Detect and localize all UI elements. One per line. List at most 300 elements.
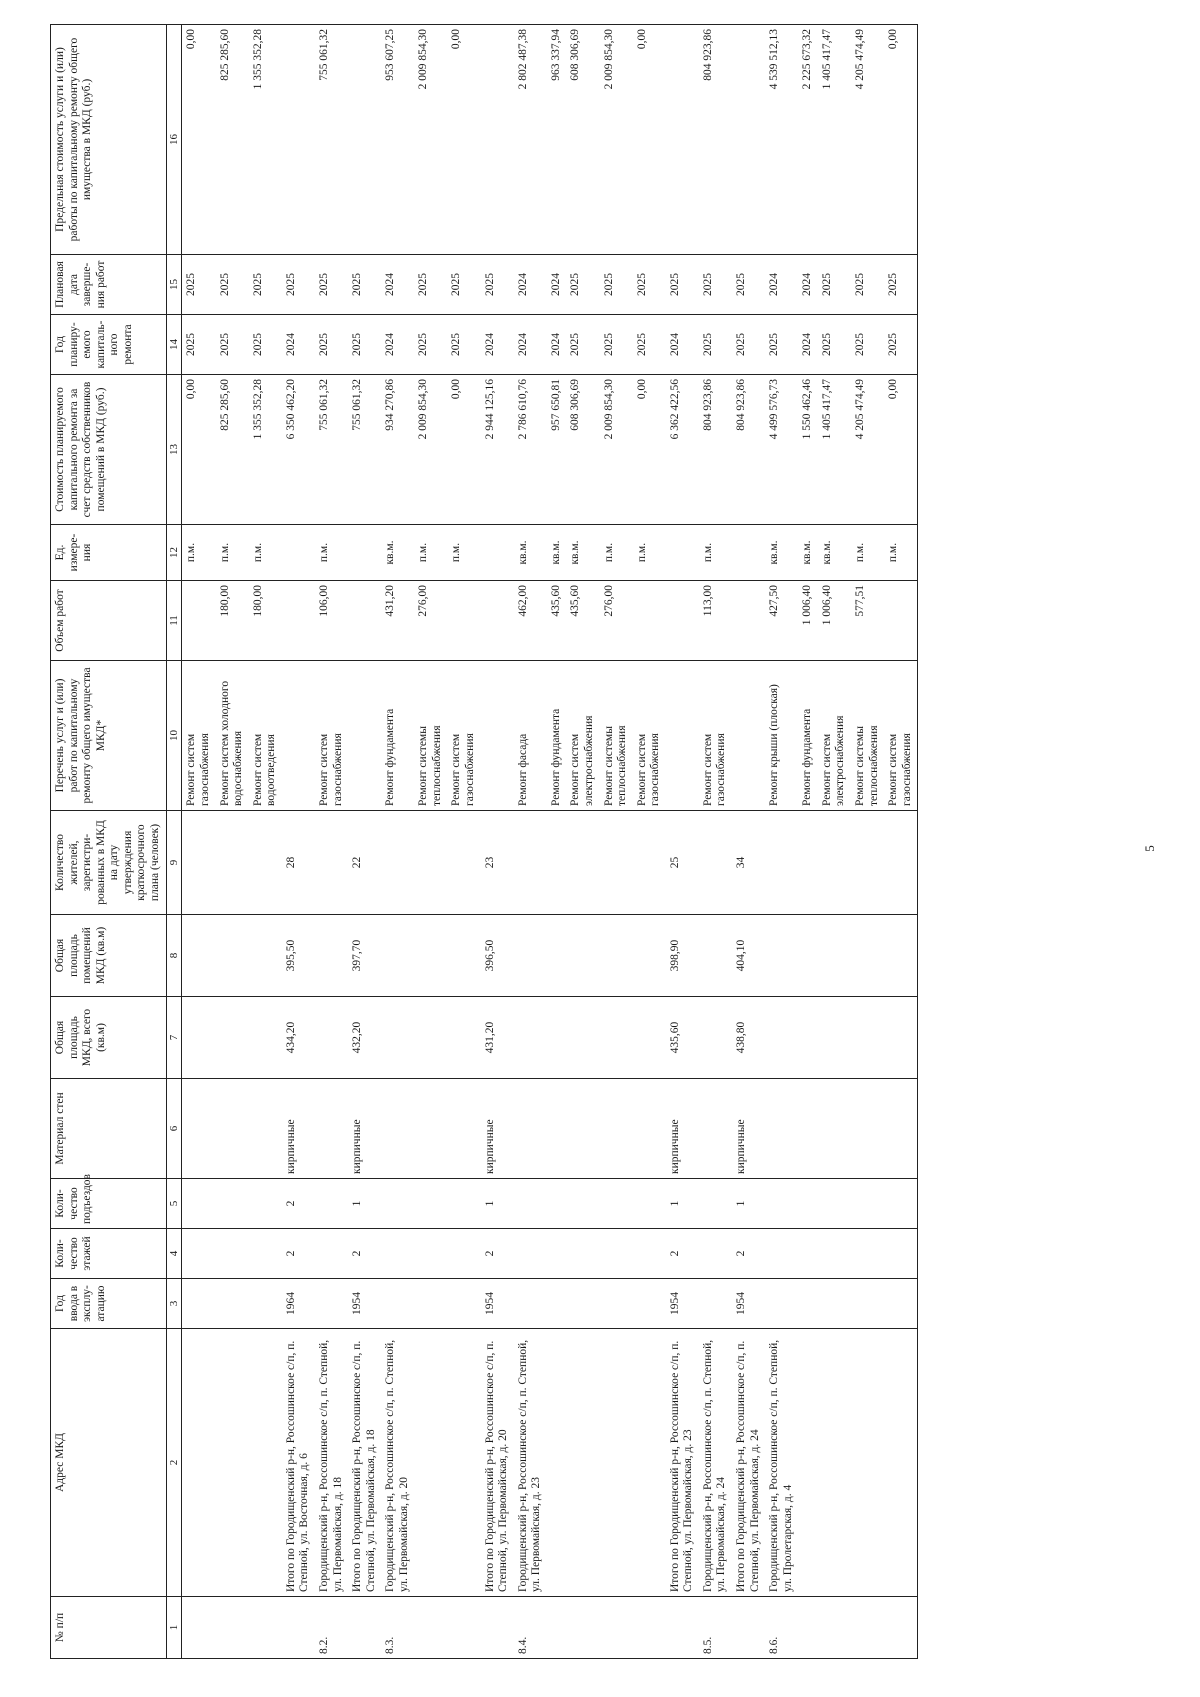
- table-cell: [381, 997, 414, 1079]
- table-cell: [481, 1597, 514, 1659]
- table-cell: кирпичные: [348, 1079, 381, 1179]
- table-cell: [633, 1597, 666, 1659]
- table-cell: Ремонт систем газоснабжения: [633, 661, 666, 811]
- table-cell: [633, 581, 666, 661]
- table-cell: [414, 1079, 447, 1179]
- table-cell: кв.м.: [381, 525, 414, 581]
- capital-repair-table: [50, 24, 918, 1659]
- table-cell: Ремонт фундамента: [547, 661, 567, 811]
- table-cell: [600, 1179, 633, 1229]
- table-cell: [765, 811, 798, 915]
- table-cell: [818, 997, 851, 1079]
- table-cell: [182, 1179, 216, 1229]
- table-cell: Ремонт систем холодного водоснабжения: [216, 661, 249, 811]
- table-cell: 2024: [481, 315, 514, 375]
- table-cell: [216, 1179, 249, 1229]
- table-cell: [765, 915, 798, 997]
- table-cell: [381, 1279, 414, 1329]
- table-cell: 804 923,86: [699, 375, 732, 525]
- table-cell: [447, 1229, 480, 1279]
- table-cell: 404,10: [732, 915, 765, 997]
- table-cell: [851, 1229, 884, 1279]
- table-cell: [447, 915, 480, 997]
- table-cell: [182, 1329, 216, 1597]
- table-cell: [249, 997, 282, 1079]
- table-cell: [633, 811, 666, 915]
- table-cell: [282, 525, 315, 581]
- table-cell: Ремонт фундамента: [381, 661, 414, 811]
- table-cell: [182, 1079, 216, 1179]
- header-cell: Адрес МКД: [51, 1329, 167, 1597]
- table-cell: 0,00: [884, 25, 918, 255]
- table-cell: 804 923,86: [732, 375, 765, 525]
- table-cell: [348, 1597, 381, 1659]
- table-cell: 2025: [633, 315, 666, 375]
- table-cell: [414, 1229, 447, 1279]
- table-cell: Ремонт фасада: [514, 661, 547, 811]
- table-cell: Ремонт систем газоснабжения: [699, 661, 732, 811]
- table-cell: 2: [348, 1229, 381, 1279]
- table-cell: [566, 915, 599, 997]
- table-cell: [633, 1229, 666, 1279]
- table-cell: 825 285,60: [216, 375, 249, 525]
- table-cell: Итого по Городищенский р-н, Россошинское с/п, п. Степной, ул. Первомайская, д. 20: [481, 1329, 514, 1597]
- table-row: [315, 25, 348, 1659]
- table-cell: кирпичные: [732, 1079, 765, 1179]
- table-cell: [884, 1079, 918, 1179]
- table-cell: п.м.: [249, 525, 282, 581]
- table-cell: [798, 1079, 818, 1179]
- table-cell: [547, 915, 567, 997]
- table-cell: Ремонт системы теплоснабжения: [851, 661, 884, 811]
- table-cell: [481, 525, 514, 581]
- table-cell: [481, 581, 514, 661]
- table-row: [414, 25, 447, 1659]
- table-cell: п.м.: [182, 525, 216, 581]
- table-cell: 804 923,86: [699, 25, 732, 255]
- table-cell: 2025: [447, 255, 480, 315]
- table-cell: [600, 1229, 633, 1279]
- table-cell: 431,20: [481, 997, 514, 1079]
- table-cell: [481, 661, 514, 811]
- table-cell: 2 802 487,38: [514, 25, 547, 255]
- table-cell: [381, 811, 414, 915]
- table-cell: [249, 1279, 282, 1329]
- table-cell: [182, 997, 216, 1079]
- table-cell: 22: [348, 811, 381, 915]
- table-cell: п.м.: [699, 525, 732, 581]
- table-cell: 2025: [216, 315, 249, 375]
- table-cell: [765, 1229, 798, 1279]
- table-cell: [447, 811, 480, 915]
- column-number: 6: [166, 1079, 182, 1179]
- table-cell: 0,00: [447, 375, 480, 525]
- table-cell: [884, 1279, 918, 1329]
- column-number: 9: [166, 811, 182, 915]
- table-cell: 435,60: [547, 581, 567, 661]
- table-cell: 2025: [414, 315, 447, 375]
- table-cell: [182, 1279, 216, 1329]
- table-cell: [600, 1329, 633, 1597]
- table-cell: 2025: [818, 255, 851, 315]
- table-cell: [514, 811, 547, 915]
- table-cell: 2025: [414, 255, 447, 315]
- table-cell: 2: [282, 1179, 315, 1229]
- table-row: [600, 25, 633, 1659]
- table-cell: [765, 1279, 798, 1329]
- table-cell: 1 355 352,28: [249, 25, 282, 255]
- table-cell: [765, 997, 798, 1079]
- table-cell: [666, 581, 699, 661]
- table-cell: 2025: [732, 315, 765, 375]
- table-row: [249, 25, 282, 1659]
- table-cell: Ремонт системы теплоснабжения: [414, 661, 447, 811]
- header-cell: Объем работ: [51, 581, 167, 661]
- table-cell: 2025: [182, 315, 216, 375]
- table-cell: [798, 811, 818, 915]
- table-cell: 23: [481, 811, 514, 915]
- table-cell: 1954: [481, 1279, 514, 1329]
- table-cell: [348, 661, 381, 811]
- table-cell: [249, 1329, 282, 1597]
- table-cell: [182, 1597, 216, 1659]
- table-cell: [414, 811, 447, 915]
- table-row: [851, 25, 884, 1659]
- table-cell: 934 270,86: [381, 375, 414, 525]
- table-cell: [633, 1329, 666, 1597]
- column-number: 15: [166, 255, 182, 315]
- table-cell: 2: [666, 1229, 699, 1279]
- table-cell: [282, 581, 315, 661]
- table-cell: 2025: [699, 315, 732, 375]
- table-cell: 2025: [249, 255, 282, 315]
- table-cell: 2024: [798, 255, 818, 315]
- header-cell: № п/п: [51, 1597, 167, 1659]
- table-cell: 2024: [381, 255, 414, 315]
- table-cell: Итого по Городищенский р-н, Россошинское с/п, п. Степной, ул. Первомайская, д. 24: [732, 1329, 765, 1597]
- table-cell: [851, 915, 884, 997]
- table-cell: 8.4.: [514, 1597, 547, 1659]
- table-cell: [348, 25, 381, 255]
- table-cell: [884, 811, 918, 915]
- table-cell: [182, 915, 216, 997]
- table-cell: 2025: [818, 315, 851, 375]
- table-cell: 1954: [348, 1279, 381, 1329]
- table-cell: 4 499 576,73: [765, 375, 798, 525]
- table-cell: 2025: [732, 255, 765, 315]
- table-cell: [818, 915, 851, 997]
- table-cell: [182, 811, 216, 915]
- table-cell: [348, 525, 381, 581]
- table-cell: кв.м.: [566, 525, 599, 581]
- table-cell: 2025: [851, 315, 884, 375]
- column-number: 16: [166, 25, 182, 255]
- table-cell: [182, 1229, 216, 1279]
- table-row: [798, 25, 818, 1659]
- table-row: [348, 25, 381, 1659]
- table-cell: [414, 1329, 447, 1597]
- table-cell: [414, 1279, 447, 1329]
- table-cell: [282, 661, 315, 811]
- table-cell: [547, 1229, 567, 1279]
- table-cell: 2024: [514, 315, 547, 375]
- table-cell: 2025: [182, 255, 216, 315]
- table-cell: 2025: [765, 315, 798, 375]
- table-row: [282, 25, 315, 1659]
- table-cell: [732, 661, 765, 811]
- table-cell: [315, 811, 348, 915]
- table-cell: 2: [282, 1229, 315, 1279]
- table-cell: [884, 1597, 918, 1659]
- table-cell: Ремонт систем водоотведения: [249, 661, 282, 811]
- table-cell: [216, 1597, 249, 1659]
- table-cell: Городищенский р-н, Россошинское с/п, п. Степной, ул. Пролетарская, д. 4: [765, 1329, 798, 1597]
- table-cell: 4 205 474,49: [851, 25, 884, 255]
- table-cell: [566, 1597, 599, 1659]
- table-cell: [547, 1079, 567, 1179]
- table-cell: 113,00: [699, 581, 732, 661]
- table-cell: [600, 811, 633, 915]
- table-row: [732, 25, 765, 1659]
- table-cell: Итого по Городищенский р-н, Россошинское с/п, п. Степной, ул. Первомайская, д. 18: [348, 1329, 381, 1597]
- table-cell: [818, 811, 851, 915]
- table-cell: [851, 1179, 884, 1229]
- table-cell: [798, 1229, 818, 1279]
- table-cell: [566, 1179, 599, 1229]
- header-cell: Год планиру-емого капиталь-ного ремонта: [51, 315, 167, 375]
- table-cell: [765, 1179, 798, 1229]
- table-cell: 438,80: [732, 997, 765, 1079]
- table-row: [481, 25, 514, 1659]
- table-cell: [798, 1179, 818, 1229]
- table-cell: 2: [481, 1229, 514, 1279]
- table-cell: п.м.: [884, 525, 918, 581]
- table-cell: 28: [282, 811, 315, 915]
- table-cell: [818, 1279, 851, 1329]
- table-cell: [566, 811, 599, 915]
- table-row: [447, 25, 480, 1659]
- table-row: [884, 25, 918, 1659]
- table-cell: 2 944 125,16: [481, 375, 514, 525]
- column-number-row: [166, 25, 182, 1659]
- table-cell: [315, 1079, 348, 1179]
- table-cell: 8.2.: [315, 1597, 348, 1659]
- table-cell: [447, 1079, 480, 1179]
- table-cell: [851, 1079, 884, 1179]
- table-cell: 2025: [315, 315, 348, 375]
- table-cell: 0,00: [633, 25, 666, 255]
- table-cell: 2025: [481, 255, 514, 315]
- table-row: [216, 25, 249, 1659]
- column-number: 11: [166, 581, 182, 661]
- table-cell: [851, 811, 884, 915]
- table-cell: 577,51: [851, 581, 884, 661]
- column-number: 7: [166, 997, 182, 1079]
- table-cell: Ремонт систем газоснабжения: [182, 661, 216, 811]
- table-cell: [600, 997, 633, 1079]
- header-cell: Предельная стоимость услуги и (или) работы по капитальному ремонту общего имущества в МКД (руб.): [51, 25, 167, 255]
- table-cell: 2024: [514, 255, 547, 315]
- table-cell: 2024: [547, 255, 567, 315]
- table-cell: [732, 1597, 765, 1659]
- table-cell: 6 362 422,56: [666, 375, 699, 525]
- table-cell: [798, 1329, 818, 1597]
- column-number: 10: [166, 661, 182, 811]
- table-cell: 4 539 512,13: [765, 25, 798, 255]
- table-cell: [381, 1179, 414, 1229]
- table-cell: п.м.: [851, 525, 884, 581]
- column-number: 1: [166, 1597, 182, 1659]
- table-cell: 2025: [884, 315, 918, 375]
- table-cell: 1 006,40: [798, 581, 818, 661]
- table-cell: 2025: [699, 255, 732, 315]
- table-cell: [315, 915, 348, 997]
- table-cell: кирпичные: [481, 1079, 514, 1179]
- table-cell: 1: [348, 1179, 381, 1229]
- table-cell: [600, 915, 633, 997]
- page-number: 5: [1142, 845, 1157, 852]
- column-number: 5: [166, 1179, 182, 1229]
- table-cell: Ремонт систем электроснабжения: [818, 661, 851, 811]
- table-cell: 1954: [666, 1279, 699, 1329]
- table-cell: кв.м.: [514, 525, 547, 581]
- table-row: [547, 25, 567, 1659]
- table-cell: 755 061,32: [348, 375, 381, 525]
- table-cell: 2 786 610,76: [514, 375, 547, 525]
- table-cell: [732, 525, 765, 581]
- header-cell: Перечень услуг и (или) работ по капитальному ремонту общего имущества МКД*: [51, 661, 167, 811]
- table-cell: 755 061,32: [315, 25, 348, 255]
- table-cell: [216, 1279, 249, 1329]
- table-cell: [414, 915, 447, 997]
- table-cell: [182, 581, 216, 661]
- table-cell: [798, 1597, 818, 1659]
- table-row: [666, 25, 699, 1659]
- table-cell: [514, 1179, 547, 1229]
- table-cell: 608 306,69: [566, 375, 599, 525]
- table-cell: Городищенский р-н, Россошинское с/п, п. Степной, ул. Первомайская, д. 24: [699, 1329, 732, 1597]
- table-cell: 2025: [566, 255, 599, 315]
- table-cell: [381, 1229, 414, 1279]
- table-cell: 1: [481, 1179, 514, 1229]
- table-body: [182, 25, 918, 1659]
- table-cell: [765, 1079, 798, 1179]
- table-cell: 2 009 854,30: [414, 375, 447, 525]
- header-cell: Общая площадь помещений МКД (кв.м): [51, 915, 167, 997]
- table-cell: [566, 997, 599, 1079]
- table-cell: [884, 1179, 918, 1229]
- table-cell: [884, 915, 918, 997]
- table-cell: Городищенский р-н, Россошинское с/п, п. Степной, ул. Первомайская, д. 23: [514, 1329, 547, 1597]
- table-cell: [566, 1229, 599, 1279]
- header-row: [51, 25, 167, 1659]
- table-cell: 2 009 854,30: [600, 25, 633, 255]
- table-cell: [547, 1279, 567, 1329]
- table-cell: [699, 811, 732, 915]
- table-cell: [884, 1329, 918, 1597]
- table-row: [566, 25, 599, 1659]
- table-cell: [514, 1229, 547, 1279]
- header-cell: Материал стен: [51, 1079, 167, 1179]
- table-cell: Городищенский р-н, Россошинское с/п, п. Степной, ул. Первомайская, д. 20: [381, 1329, 414, 1597]
- column-number: 8: [166, 915, 182, 997]
- table-cell: [699, 997, 732, 1079]
- column-number: 4: [166, 1229, 182, 1279]
- table-cell: Ремонт систем газоснабжения: [315, 661, 348, 811]
- table-row: [182, 25, 216, 1659]
- table-cell: [315, 1229, 348, 1279]
- table-row: [818, 25, 851, 1659]
- table-cell: 180,00: [249, 581, 282, 661]
- table-cell: п.м.: [414, 525, 447, 581]
- table-cell: [884, 1229, 918, 1279]
- table-cell: [732, 581, 765, 661]
- column-number: 2: [166, 1329, 182, 1597]
- table-cell: 8.3.: [381, 1597, 414, 1659]
- table-cell: 2025: [282, 255, 315, 315]
- table-cell: [447, 1279, 480, 1329]
- table-cell: [216, 811, 249, 915]
- table-cell: 8.6.: [765, 1597, 798, 1659]
- table-cell: 2024: [381, 315, 414, 375]
- header-cell: Количество жителей, зарегистри-рованных в МКД на дату утверждения краткосрочного плана (человек): [51, 811, 167, 915]
- table-cell: 2: [732, 1229, 765, 1279]
- table-cell: [851, 1279, 884, 1329]
- table-cell: [633, 915, 666, 997]
- table-cell: [547, 1329, 567, 1597]
- table-cell: Итого по Городищенский р-н, Россошинское с/п, п. Степной, ул. Первомайская, д. 23: [666, 1329, 699, 1597]
- table-cell: [547, 811, 567, 915]
- table-cell: 0,00: [447, 25, 480, 255]
- table-cell: п.м.: [633, 525, 666, 581]
- table-cell: 4 205 474,49: [851, 375, 884, 525]
- header-cell: Стоимость планируемого капитального ремонта за счет средств собственников помещений в МКД (руб.): [51, 375, 167, 525]
- table-cell: 1: [666, 1179, 699, 1229]
- table-cell: п.м.: [447, 525, 480, 581]
- table-cell: 34: [732, 811, 765, 915]
- table-cell: [447, 581, 480, 661]
- table-cell: [566, 1329, 599, 1597]
- table-cell: 0,00: [182, 25, 216, 255]
- table-cell: 1 405 417,47: [818, 25, 851, 255]
- table-cell: 276,00: [600, 581, 633, 661]
- table-cell: 434,20: [282, 997, 315, 1079]
- table-cell: [699, 1229, 732, 1279]
- table-cell: [381, 1079, 414, 1179]
- table-cell: 106,00: [315, 581, 348, 661]
- table-cell: [666, 661, 699, 811]
- header-cell: Общая площадь МКД, всего (кв.м): [51, 997, 167, 1079]
- table-cell: 180,00: [216, 581, 249, 661]
- table-cell: 398,90: [666, 915, 699, 997]
- table-cell: 2025: [249, 315, 282, 375]
- table-cell: 2025: [348, 255, 381, 315]
- table-cell: [216, 997, 249, 1079]
- table-cell: 2025: [666, 255, 699, 315]
- table-cell: 0,00: [633, 375, 666, 525]
- table-cell: [447, 1597, 480, 1659]
- table-cell: [447, 1329, 480, 1597]
- table-cell: 396,50: [481, 915, 514, 997]
- table-cell: 432,20: [348, 997, 381, 1079]
- table-cell: 0,00: [182, 375, 216, 525]
- table-cell: кв.м.: [547, 525, 567, 581]
- table-cell: Ремонт фундамента: [798, 661, 818, 811]
- table-cell: [600, 1079, 633, 1179]
- table-row: [514, 25, 547, 1659]
- table-cell: [818, 1179, 851, 1229]
- table-cell: [818, 1329, 851, 1597]
